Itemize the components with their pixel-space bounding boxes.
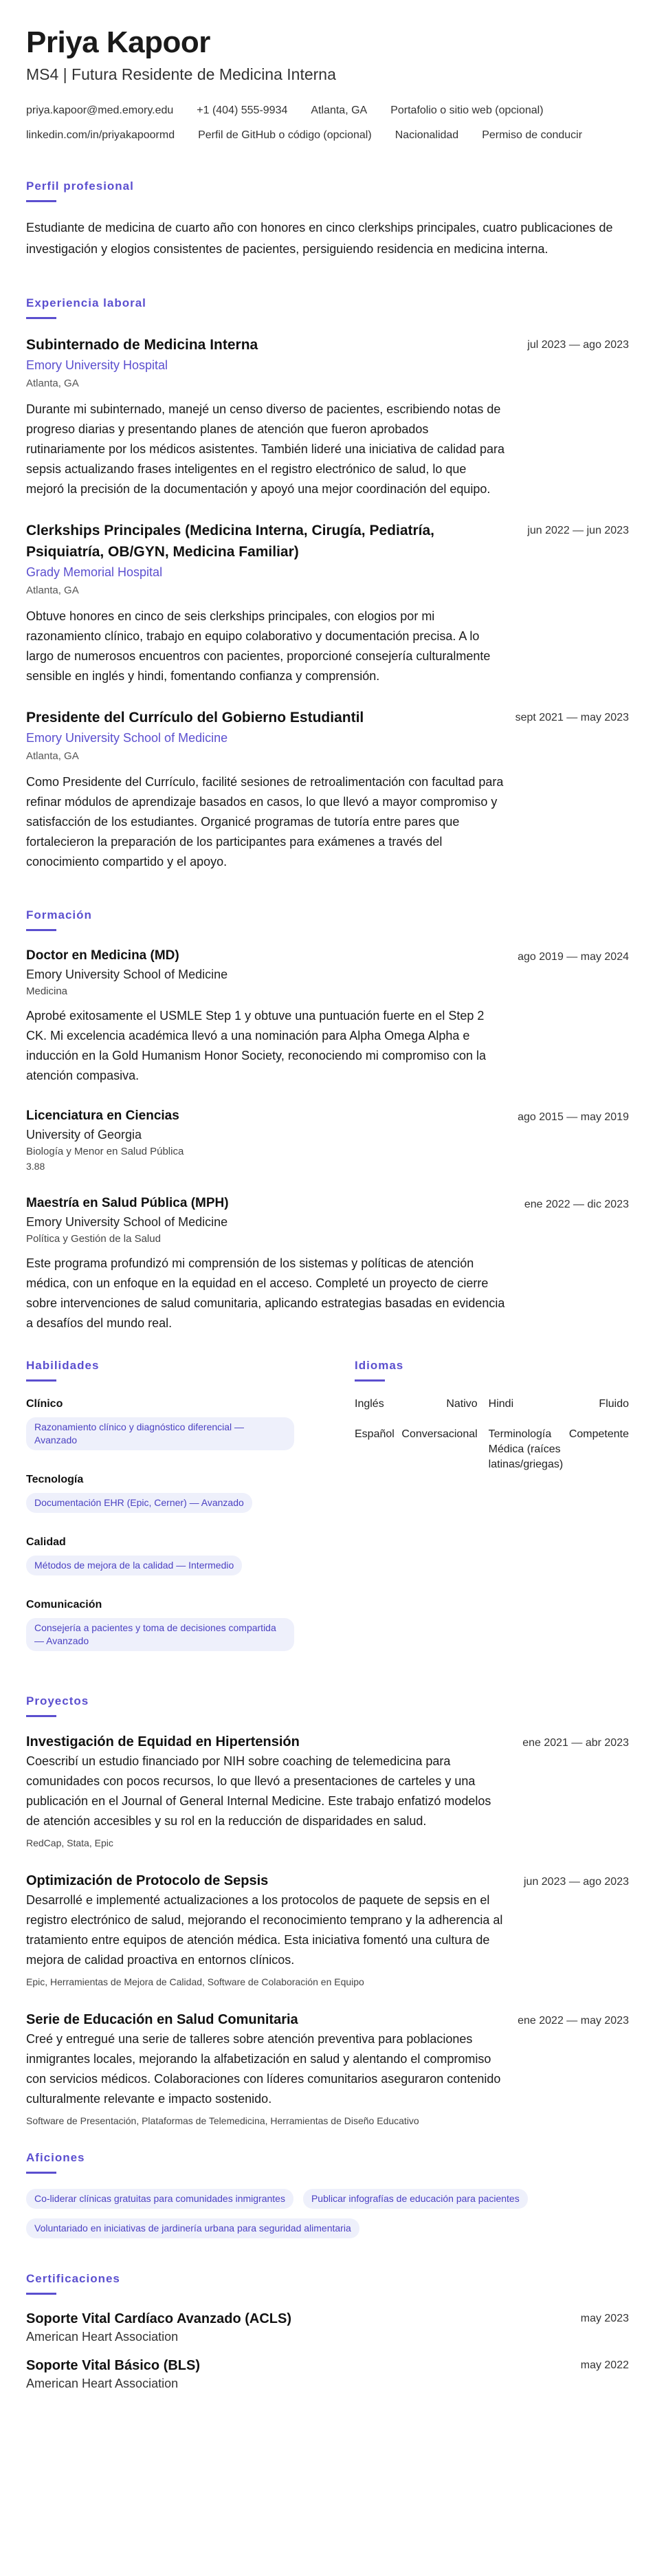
- certification-name: Soporte Vital Cardíaco Avanzado (ACLS): [26, 2311, 291, 2326]
- project-title: Investigación de Equidad en Hipertensión: [26, 1734, 300, 1749]
- job-dates: jun 2022 — jun 2023: [527, 525, 629, 536]
- contact-linkedin[interactable]: linkedin.com/in/priyakapoormd: [26, 129, 175, 141]
- language-level: Competente: [568, 1428, 629, 1440]
- employer: Emory University Hospital: [26, 358, 168, 372]
- section-title: Proyectos: [26, 1694, 89, 1707]
- certification-entry: [26, 2310, 629, 2346]
- skill-group: [26, 1597, 327, 1657]
- skill-tag: Razonamiento clínico y diagnóstico diferencial — Avanzado: [26, 1417, 294, 1450]
- education-dates: ene 2022 — dic 2023: [524, 1199, 629, 1210]
- certification-entry: [26, 2357, 629, 2392]
- employer: Emory University School of Medicine: [26, 731, 228, 745]
- section-divider: [26, 1379, 56, 1382]
- candidate-name: Priya Kapoor: [26, 25, 210, 59]
- job-description: Obtuve honores en cinco de seis clerkships principales, con elogios por mi razonamiento clínico, trabajo en equipo colaborativo y documentación precisa. A lo largo de numerosos encuentros con pacientes, proporcioné consejería culturalmente sensible en inglés y hindi, fomentando confianza y comprensión.: [26, 609, 491, 683]
- job-title: Subinternado de Medicina Interna: [26, 337, 258, 353]
- contact-github[interactable]: Perfil de GitHub o código (opcional): [198, 129, 372, 141]
- project-dates: jun 2023 — ago 2023: [523, 1876, 629, 1888]
- job-location: Atlanta, GA: [26, 585, 79, 596]
- job-description: Como Presidente del Currículo, facilité sesiones de retroalimentación con facultad para refinar módulos de aprendizaje basados en casos, lo que llevó a mayor compromiso y satisfacción de los estudiantes. Organicé programas de tutoría entre pares que fortalecieron la preparación de los participantes para exámenes a través del conocimiento compartido y el apoyo.: [26, 775, 504, 869]
- skill-category: Tecnología: [26, 1474, 84, 1485]
- projects-section: [26, 1694, 629, 2128]
- certification-name: Soporte Vital Básico (BLS): [26, 2358, 201, 2373]
- contact-email[interactable]: priya.kapoor@med.emory.edu: [26, 105, 174, 116]
- education-dates: ago 2015 — may 2019: [518, 1111, 629, 1123]
- job-location: Atlanta, GA: [26, 750, 79, 762]
- hobbies-section: [26, 2150, 629, 2248]
- skills-section: [26, 1358, 327, 1673]
- certification-date: may 2022: [580, 2359, 629, 2371]
- project-entry: [26, 1732, 629, 1851]
- language-row: [355, 1427, 629, 1487]
- job-description: Durante mi subinternado, manejé un censo diverso de pacientes, escribiendo notas de progreso diarias y presentando planes de atención que fueron aprobados rutinariamente por los médicos asistentes. También lideré una iniciativa de calidad para sepsis actualizando frases inteligentes en el registro electrónico de salud, lo que mejoró la precisión de la documentación y apoyó una mejor coordinación del equipo.: [26, 402, 505, 496]
- language-level: Fluido: [599, 1398, 629, 1410]
- section-divider: [26, 2172, 56, 2174]
- section-divider: [26, 929, 56, 931]
- project-description: Coescribí un estudio financiado por NIH sobre coaching de telemedicina para comunidades con pocos recursos, lo que llevó a presentaciones de carteles y una publicación en el Journal of General Internal Medicine. Este trabajo enfatizó modelos de atención accesibles y su rol en la reducción de disparidades en salud.: [26, 1754, 491, 1828]
- school: Emory University School of Medicine: [26, 1215, 228, 1229]
- contact-phone[interactable]: +1 (404) 555-9934: [197, 105, 288, 116]
- languages-section: [355, 1358, 629, 1673]
- project-entry: [26, 2010, 629, 2128]
- contact-portfolio[interactable]: Portafolio o sitio web (opcional): [390, 105, 544, 116]
- skill-group: [26, 1535, 327, 1581]
- language-name: Español: [355, 1428, 395, 1440]
- project-title: Optimización de Protocolo de Sepsis: [26, 1873, 269, 1888]
- hobby-tag: Voluntariado en iniciativas de jardinería urbana para seguridad alimentaria: [26, 2218, 359, 2238]
- project-keywords: Software de Presentación, Plataformas de Telemedicina, Herramientas de Diseño Educativo: [26, 2115, 419, 2126]
- language-name: Inglés: [355, 1398, 384, 1410]
- languages-table: [355, 1397, 629, 1487]
- education-description: Este programa profundizó mi comprensión de los sistemas y políticas de atención médica, con un enfoque en la equidad en el acceso. Completé un proyecto de cierre sobre intervenciones de salud comunitaria, aplicando estrategias basadas en evidencia a desafíos del mundo real.: [26, 1256, 505, 1330]
- experience-entry: [26, 334, 629, 499]
- language-name: Hindi: [488, 1398, 514, 1410]
- job-dates: jul 2023 — ago 2023: [527, 339, 629, 351]
- section-divider: [26, 200, 56, 202]
- certifications-section: [26, 2271, 629, 2392]
- summary-section: [26, 179, 629, 260]
- skill-group: [26, 1397, 327, 1456]
- school: Emory University School of Medicine: [26, 968, 228, 981]
- degree: Doctor en Medicina (MD): [26, 948, 179, 963]
- candidate-headline: MS4 | Futura Residente de Medicina Interna: [26, 65, 336, 83]
- summary-text: Estudiante de medicina de cuarto año con honores en cinco clerkships principales, cuatro publicaciones de investigación y elogios consistentes de pacientes, persiguiendo residencia en medicina interna.: [26, 221, 613, 256]
- section-divider: [26, 317, 56, 319]
- hobby-tag: Co-liderar clínicas gratuitas para comunidades inmigrantes: [26, 2189, 293, 2209]
- contact-location: Atlanta, GA: [311, 105, 368, 116]
- education-entry: [26, 1194, 629, 1333]
- project-dates: ene 2022 — may 2023: [518, 2015, 629, 2027]
- hobby-list: [26, 2189, 629, 2248]
- certification-date: may 2023: [580, 2313, 629, 2324]
- education-dates: ago 2019 — may 2024: [518, 951, 629, 963]
- section-title: Idiomas: [355, 1359, 404, 1372]
- project-entry: [26, 1871, 629, 1989]
- education-description: Aprobé exitosamente el USMLE Step 1 y obtuve una puntuación fuerte en el Step 2 CK. Mi excelencia académica llevó a una nominación para Alpha Omega Alpha e inducción en la Gold Humanism Honor Society, reconociendo mi compromiso con la atención compasiva.: [26, 1009, 486, 1082]
- section-divider: [355, 1379, 385, 1382]
- job-location: Atlanta, GA: [26, 378, 79, 389]
- hobby-tag: Publicar infografías de educación para pacientes: [303, 2189, 528, 2209]
- language-level: Conversacional: [401, 1428, 478, 1440]
- language-row: [355, 1397, 629, 1427]
- section-title: Perfil profesional: [26, 179, 134, 193]
- job-dates: sept 2021 — may 2023: [515, 712, 629, 723]
- project-description: Creé y entregué una serie de talleres sobre atención preventiva para poblaciones inmigrantes locales, mejorando la alfabetización en salud y alentando el compromiso con servicios médicos. Colaboraciones con líderes comunitarios aseguraron contenido culturalmente relevante e impacto sostenido.: [26, 2032, 501, 2106]
- section-title: Habilidades: [26, 1359, 100, 1372]
- project-keywords: RedCap, Stata, Epic: [26, 1837, 113, 1848]
- contact-list: [26, 103, 629, 143]
- skill-group: [26, 1472, 327, 1518]
- language-level: Nativo: [446, 1398, 478, 1410]
- section-divider: [26, 2293, 56, 2295]
- skill-category: Clínico: [26, 1398, 63, 1410]
- gpa: 3.88: [26, 1161, 45, 1172]
- education-entry: [26, 946, 629, 1086]
- job-title: Presidente del Currículo del Gobierno Estudiantil: [26, 710, 364, 725]
- skill-category: Calidad: [26, 1536, 66, 1548]
- section-divider: [26, 1715, 56, 1717]
- skills-languages-row: [26, 1358, 629, 1673]
- degree: Maestría en Salud Pública (MPH): [26, 1196, 229, 1210]
- project-title: Serie de Educación en Salud Comunitaria: [26, 2012, 298, 2027]
- experience-section: [26, 296, 629, 872]
- education-entry: [26, 1106, 629, 1173]
- section-title: Certificaciones: [26, 2272, 120, 2285]
- language-name: Terminología Médica (raíces latinas/griegas): [488, 1428, 564, 1470]
- degree: Licenciatura en Ciencias: [26, 1109, 179, 1123]
- school: University of Georgia: [26, 1128, 142, 1142]
- education-section: [26, 908, 629, 1333]
- certification-issuer: American Heart Association: [26, 2377, 179, 2390]
- section-title: Formación: [26, 908, 92, 921]
- section-title: Aficiones: [26, 2151, 85, 2164]
- job-title: Clerkships Principales (Medicina Interna, Cirugía, Pediatría, Psiquiatría, OB/GYN, Medicina Familiar): [26, 523, 435, 560]
- skill-tag: Métodos de mejora de la calidad — Intermedio: [26, 1556, 242, 1575]
- skill-tag: Documentación EHR (Epic, Cerner) — Avanzado: [26, 1493, 252, 1513]
- field-of-study: Política y Gestión de la Salud: [26, 1233, 161, 1245]
- experience-entry: [26, 520, 629, 686]
- field-of-study: Medicina: [26, 985, 68, 997]
- contact-nationality: Nacionalidad: [395, 129, 459, 141]
- field-of-study: Biología y Menor en Salud Pública: [26, 1146, 184, 1157]
- experience-entry: [26, 707, 629, 872]
- skill-category: Comunicación: [26, 1599, 102, 1611]
- section-title: Experiencia laboral: [26, 296, 146, 309]
- skill-tag: Consejería a pacientes y toma de decisiones compartida — Avanzado: [26, 1618, 294, 1651]
- certification-issuer: American Heart Association: [26, 2330, 179, 2344]
- employer: Grady Memorial Hospital: [26, 565, 163, 579]
- project-dates: ene 2021 — abr 2023: [522, 1737, 629, 1749]
- project-description: Desarrollé e implementé actualizaciones a los protocolos de paquete de sepsis en el registro electrónico de salud, mejorando el reconocimiento temprano y la adherencia al tratamiento entre equipos de atención médica. Esta iniciativa fomentó una cultura de mejora de calidad proactiva en entornos clínicos.: [26, 1893, 503, 1967]
- project-keywords: Epic, Herramientas de Mejora de Calidad, Software de Colaboración en Equipo: [26, 1976, 364, 1987]
- contact-license: Permiso de conducir: [482, 129, 583, 141]
